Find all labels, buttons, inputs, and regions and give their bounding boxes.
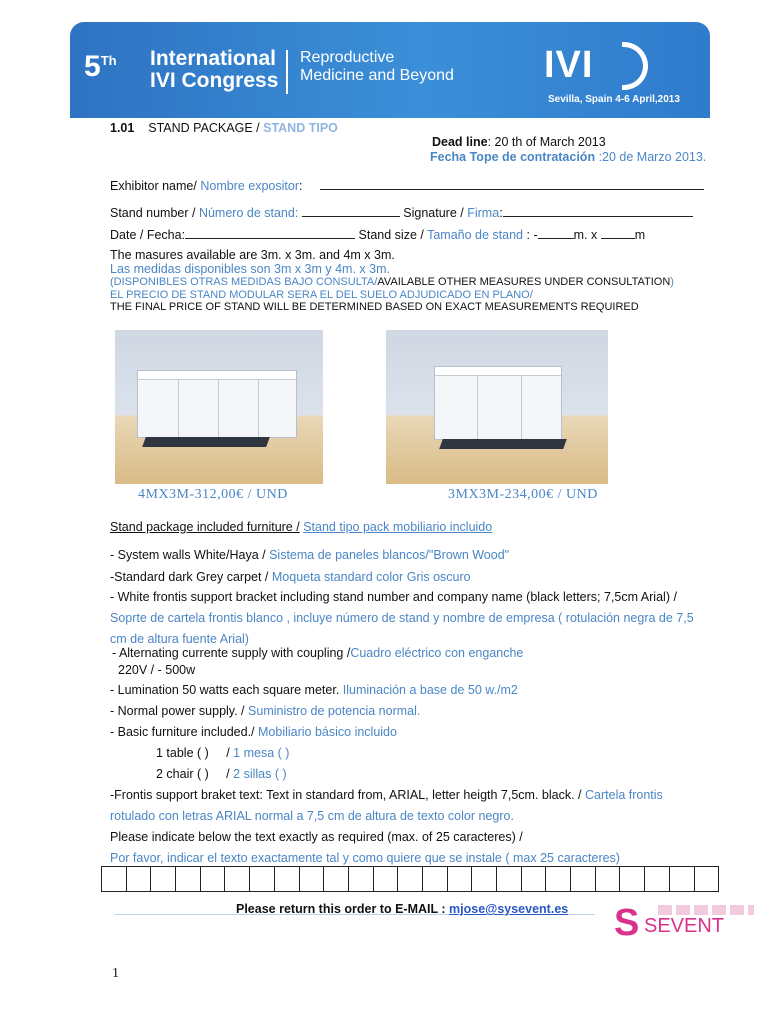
return-instruction: Please return this order to E-MAIL : mjose@sysevent.es <box>236 902 569 916</box>
size-depth-line[interactable] <box>601 227 635 239</box>
char-cell[interactable] <box>275 867 300 891</box>
congress-subtitle: Reproductive Medicine and Beyond <box>300 49 454 84</box>
char-cell[interactable] <box>695 867 719 891</box>
banner-divider <box>286 50 288 94</box>
price-note-es: EL PRECIO DE STAND MODULAR SERA EL DEL SUELO ADJUDICADO EN PLANO/ <box>110 289 533 301</box>
ivi-logo-arc <box>622 42 648 90</box>
measures-en: The masures available are 3m. x 3m. and 4m x 3m. <box>110 248 395 262</box>
measures-es: Las medidas disponibles son 3m x 3m y 4m. x 3m. <box>110 262 390 276</box>
item-lighting: - Lumination 50 watts each square meter. Iluminación a base de 50 w./m2 <box>110 683 518 697</box>
char-cell[interactable] <box>398 867 423 891</box>
congress-venue: Sevilla, Spain 4-6 April,2013 <box>548 94 680 105</box>
char-cell[interactable] <box>102 867 127 891</box>
char-cell[interactable] <box>374 867 399 891</box>
char-cell[interactable] <box>176 867 201 891</box>
char-cell[interactable] <box>522 867 547 891</box>
size-width-line[interactable] <box>538 227 574 239</box>
item-walls: - System walls White/Haya / Sistema de paneles blancos/"Brown Wood" <box>110 548 510 562</box>
char-cell[interactable] <box>670 867 695 891</box>
stand-3x3-illustration <box>434 366 562 440</box>
deadline-en: Dead line: 20 th of March 2013 <box>432 135 606 149</box>
date-line[interactable] <box>185 227 355 239</box>
item-basic-furniture: - Basic furniture included./ Mobiliario básico incluido <box>110 725 397 739</box>
page-number: 1 <box>112 966 119 981</box>
price-note-en: THE FINAL PRICE OF STAND WILL BE DETERMINED BASED ON EXACT MEASUREMENTS REQUIRED <box>110 301 639 313</box>
sevent-logo <box>614 902 754 944</box>
congress-banner <box>70 22 710 118</box>
char-cell[interactable] <box>349 867 374 891</box>
date-size-row: Date / Fecha: Stand size / Tamaño de stand : - m. x m <box>110 228 646 242</box>
item-normal-power: - Normal power supply. / Suministro de potencia normal. <box>110 704 421 718</box>
char-cell[interactable] <box>448 867 473 891</box>
char-cell[interactable] <box>596 867 621 891</box>
frontis-text-en: -Frontis support braket text: Text in standard from, ARIAL, letter heigth 7,5cm. black. / Cartela frontis <box>110 788 663 802</box>
section-title: 1.01 STAND PACKAGE / STAND TIPO <box>110 121 338 135</box>
char-cell[interactable] <box>645 867 670 891</box>
char-cell[interactable] <box>250 867 275 891</box>
sevent-logo-bars <box>658 905 754 915</box>
char-cell[interactable] <box>324 867 349 891</box>
stand-4x3-illustration <box>137 370 297 438</box>
contact-email-link[interactable]: mjose@sysevent.es <box>449 902 569 916</box>
stand-4x3-price: 4MX3M-312,00€ / UND <box>138 487 288 502</box>
edition-label: 5Th <box>84 50 117 83</box>
stand-3x3-image <box>386 330 608 484</box>
item-carpet: -Standard dark Grey carpet / Moqueta standard color Gris oscuro <box>110 570 471 584</box>
measures-consultation: (DISPONIBLES OTRAS MEDIDAS BAJO CONSULTA/AVAILABLE OTHER MEASURES UNDER CONSULTATION) <box>110 276 674 288</box>
char-cell[interactable] <box>571 867 596 891</box>
sevent-logo-initial: S <box>614 902 640 944</box>
item-chair[interactable]: 2 chair ( ) / 2 sillas ( ) <box>156 767 287 781</box>
char-cell[interactable] <box>127 867 152 891</box>
exhibitor-name-field[interactable]: Exhibitor name/ Nombre expositor: <box>110 178 720 193</box>
item-frontis-es2: cm de altura fuente Arial) <box>110 632 249 646</box>
ivi-logo: IVI <box>544 44 594 86</box>
char-cell[interactable] <box>620 867 645 891</box>
deadline-es: Fecha Tope de contratación :20 de Marzo 2013. <box>430 150 707 164</box>
stand-number-row: Stand number / Número de stand: Signature / Firma: <box>110 205 720 220</box>
item-frontis-en: - White frontis support bracket including stand number and company name (black letters; 7,5cm Arial) / <box>110 590 677 604</box>
item-table[interactable]: 1 table ( ) / 1 mesa ( ) <box>156 746 290 760</box>
furniture-heading: Stand package included furniture / Stand tipo pack mobiliario incluido <box>110 520 493 534</box>
char-cell[interactable] <box>546 867 571 891</box>
char-cell[interactable] <box>225 867 250 891</box>
char-cell[interactable] <box>201 867 226 891</box>
stand-number-line[interactable] <box>302 205 400 217</box>
char-cell[interactable] <box>423 867 448 891</box>
congress-title: International IVI Congress <box>150 47 279 92</box>
char-cell[interactable] <box>300 867 325 891</box>
char-cell[interactable] <box>497 867 522 891</box>
exhibitor-name-line[interactable] <box>320 178 704 190</box>
frontis-text-input[interactable] <box>101 866 719 892</box>
char-cell[interactable] <box>472 867 497 891</box>
stand-3x3-price: 3MX3M-234,00€ / UND <box>448 487 598 502</box>
item-power-spec: 220V / - 500w <box>118 663 196 677</box>
item-frontis-es1: Soprte de cartela frontis blanco , incluye número de stand y nombre de empresa ( rotulación negra de 7,5 <box>110 611 694 625</box>
indicate-text-es: Por favor, indicar el texto exactamente tal y como quiere que se instale ( max 25 caracteres) <box>110 851 620 865</box>
sevent-logo-text: SEVENT <box>644 915 725 937</box>
item-power: - Alternating currente supply with coupling /Cuadro eléctrico con enganche <box>112 646 524 660</box>
char-cell[interactable] <box>151 867 176 891</box>
signature-line[interactable] <box>503 205 693 217</box>
indicate-text-en: Please indicate below the text exactly as required (max. of 25 caracteres) / <box>110 830 523 844</box>
frontis-text-es: rotulado con letras ARIAL normal a 7,5 cm de altura de texto color negro. <box>110 809 514 823</box>
stand-4x3-image <box>115 330 323 484</box>
